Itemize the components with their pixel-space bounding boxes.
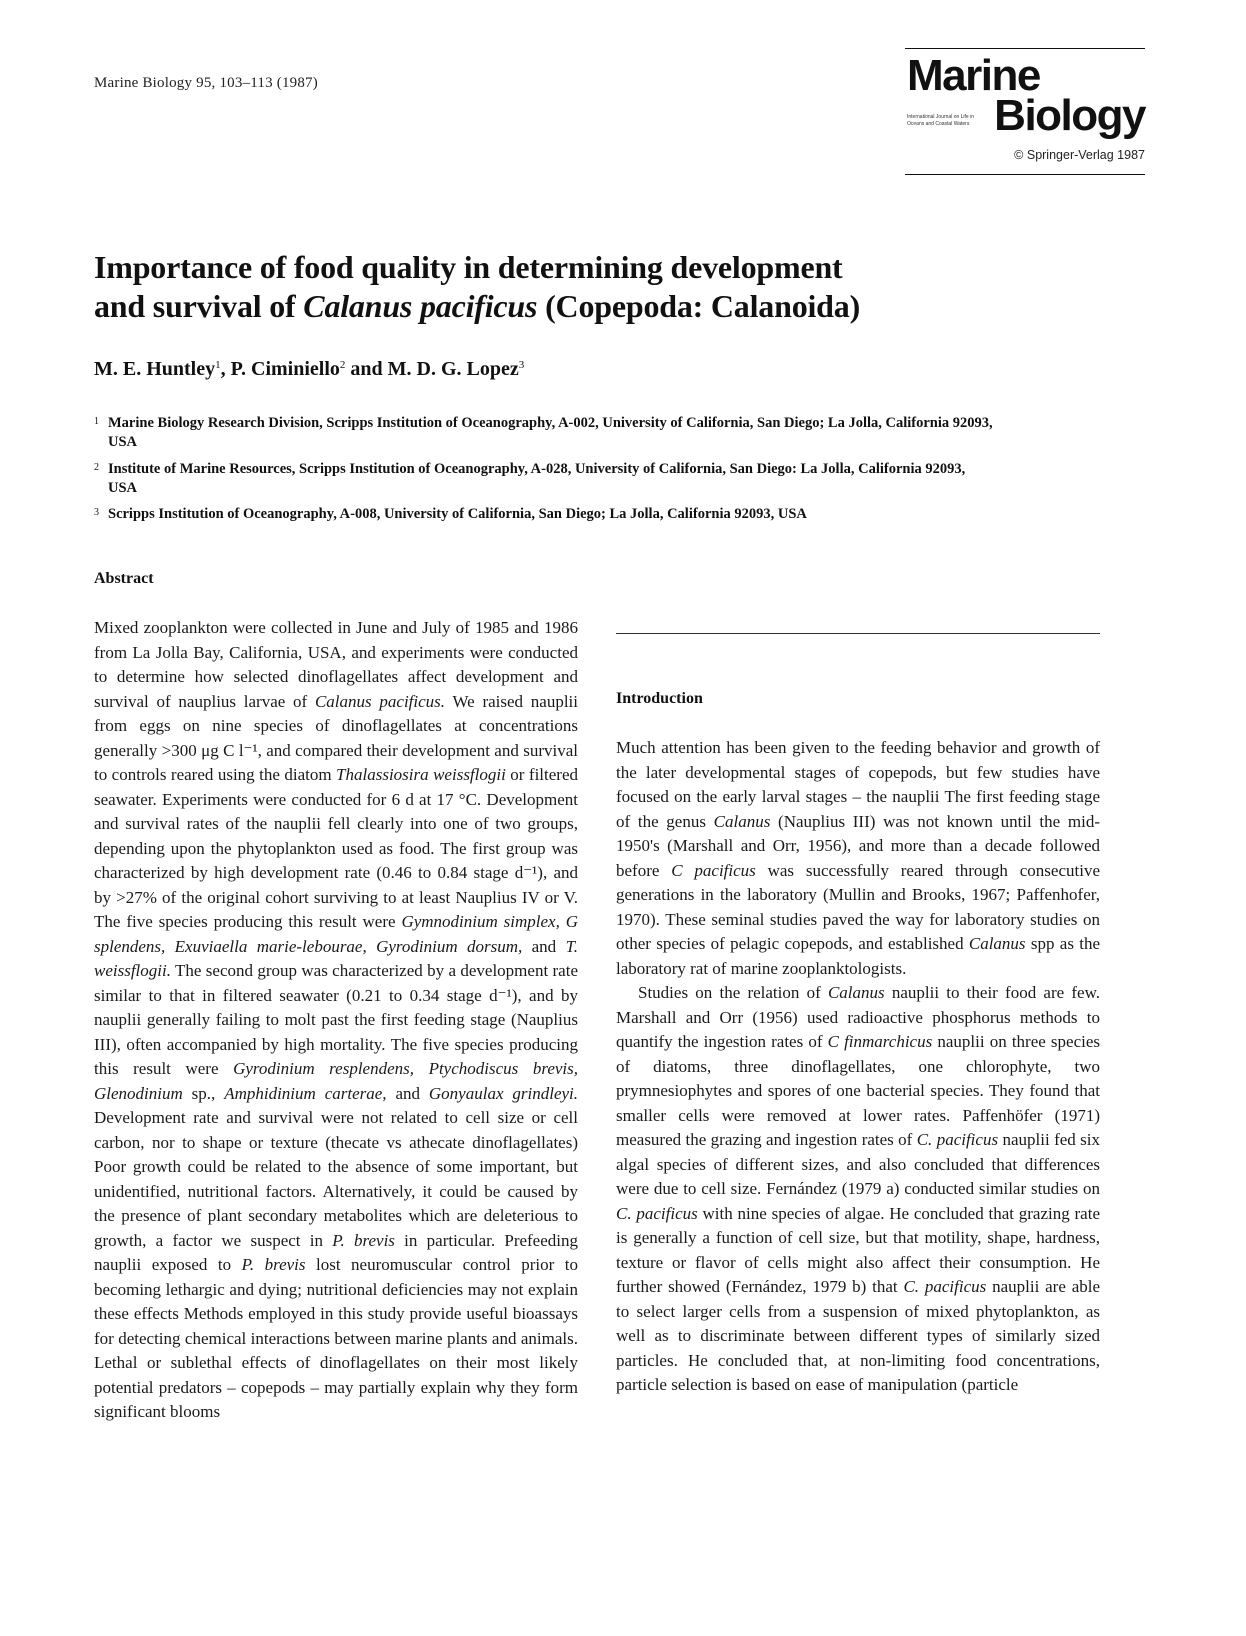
affiliation-1 bbox=[94, 414, 994, 452]
logo-tagline: International Journal on Life in Oceans and Coastal Waters bbox=[907, 114, 974, 127]
author-list bbox=[94, 358, 524, 381]
author-1: M. E. Huntley bbox=[94, 358, 216, 380]
abstract-paragraph: Mixed zooplankton were collected in June and July of 1985 and 1986 from La Jolla Bay, California, USA, and experiments were conducted to determine how selected dinoflagellates affect development and survival of nauplius larvae of Calanus pacificus. We raised nauplii from eggs on nine species of dinoflagellates at concentrations generally >300 μg C l⁻¹, and compared their development and survival to controls reared using the diatom Thalassiosira weissflogii or filtered seawater. Experiments were conducted for 6 d at 17 °C. Development and survival rates of the nauplii fell clearly into one of two groups, depending upon the phytoplankton used as food. The first group was characterized by high development rate (0.46 to 0.84 stage d⁻¹), and by >27% of the original cohort surviving to at least Nauplius IV or V. The five species producing this result were Gymnodinium simplex, G splendens, Exuviaella marie-lebourae, Gyrodinium dorsum, and T. weissflogii. The second group was characterized by a development rate similar to that in filtered seawater (0.21 to 0.34 stage d⁻¹), and by nauplii generally failing to molt past the first feeding stage (Nauplius III), often accompanied by high mortality. The five species producing this result were Gyrodinium resplendens, Ptychodiscus brevis, Glenodinium sp., Amphidinium carterae, and Gonyaulax grindleyi. Development rate and survival were not related to cell size or cell carbon, nor to shape or texture (thecate vs athecate dinoflagellates) Poor growth could be related to the absence of some important, but unidentified, nutritional factors. Alternatively, it could be caused by the presence of plant secondary metabolites which are deleterious to growth, a factor we suspect in P. brevis in particular. Prefeeding nauplii exposed to P. brevis lost neuromuscular control prior to becoming lethargic and dying; nutritional deficiencies may not explain these effects Methods employed in this study provide useful bioassays for detecting chemical interactions between marine plants and animals. Lethal or sublethal effects of dinoflagellates on their most likely potential predators – copepods – may partially explain why they form significant blooms bbox=[94, 618, 579, 1421]
logo-word-biology: Biology bbox=[994, 91, 1145, 140]
author-separator: and bbox=[345, 358, 388, 380]
affiliation-text: Scripps Institution of Oceanography, A-008, University of California, San Diego; La Jolla, California 92093, USA bbox=[108, 506, 807, 522]
journal-reference: Marine Biology 95, 103–113 (1987) bbox=[94, 75, 318, 91]
abstract-end-rule bbox=[616, 633, 1100, 634]
introduction-body bbox=[616, 736, 1100, 1398]
author-1-affil: 1 bbox=[215, 359, 221, 371]
intro-paragraph-1: Much attention has been given to the feeding behavior and growth of the later developmental stages of copepods, but few studies have focused on the early larval stages – the nauplii The first feeding stage of the genus Calanus (Nauplius III) was not known until the mid-1950's (Marshall and Orr, 1956), and more than a decade followed before C pacificus was successfully reared through consecutive generations in the laboratory (Mullin and Brooks, 1967; Paffenhofer, 1970). These seminal studies paved the way for laboratory studies on other species of pelagic copepods, and established Calanus spp as the laboratory rat of marine zooplanktologists. bbox=[616, 738, 1100, 978]
abstract-heading: Abstract bbox=[94, 570, 154, 587]
affiliation-text: Marine Biology Research Division, Scripps Institution of Oceanography, A-002, University of California, San Diego; La Jolla, California 92093, USA bbox=[108, 415, 993, 450]
journal-logo bbox=[905, 48, 1145, 178]
publisher-copyright: © Springer-Verlag 1987 bbox=[1014, 148, 1145, 162]
affiliation-text: Institute of Marine Resources, Scripps Institution of Oceanography, A-028, University of California, San Diego: La Jolla, California 92093, USA bbox=[108, 461, 966, 496]
author-2: P. Ciminiello bbox=[230, 358, 340, 380]
title-line-2-post: (Copepoda: Calanoida) bbox=[537, 288, 861, 324]
affiliation-number: 2 bbox=[94, 462, 99, 473]
paper-title bbox=[94, 248, 1094, 326]
logo-word-marine: Marine bbox=[907, 51, 1040, 100]
author-separator: , bbox=[220, 358, 231, 380]
title-line-2-pre: and survival of bbox=[94, 288, 304, 324]
affiliation-2 bbox=[94, 460, 994, 498]
logo-bottom-rule bbox=[905, 174, 1145, 175]
affiliation-3 bbox=[94, 505, 994, 524]
abstract-body bbox=[94, 616, 578, 1425]
affiliation-number: 3 bbox=[94, 507, 99, 518]
intro-paragraph-2: Studies on the relation of Calanus nauplii to their food are few. Marshall and Orr (1956) used radioactive phosphorus methods to quantify the ingestion rates of C finmarchicus nauplii on three species of diatoms, three dinoflagellates, one chlorophyte, two prymnesiophytes and spores of one bacterial species. They found that smaller cells were removed at lower rates. Paffenhöfer (1971) measured the grazing and ingestion rates of C. pacificus nauplii fed six algal species of different sizes, and also concluded that differences were due to cell size. Fernández (1979 a) conducted similar studies on C. pacificus with nine species of algae. He concluded that grazing rate is generally a function of cell size, but that motility, shape, hardness, texture or flavor of cells might also affect their consumption. He further showed (Fernández, 1979 b) that C. pacificus nauplii are able to select larger cells from a suspension of mixed phytoplankton, as well as to discriminate between different types of similarly sized particles. He concluded that, at non-limiting food concentrations, particle selection is based on ease of manipulation (particle bbox=[616, 983, 1101, 1394]
logo-top-rule bbox=[905, 48, 1145, 49]
author-3: M. D. G. Lopez bbox=[387, 358, 519, 380]
affiliation-number: 1 bbox=[94, 416, 99, 427]
author-3-affil: 3 bbox=[518, 359, 525, 371]
author-2-affil: 2 bbox=[339, 359, 346, 371]
introduction-heading: Introduction bbox=[616, 690, 703, 707]
title-species-name: Calanus pacificus bbox=[303, 288, 538, 324]
title-line-1: Importance of food quality in determining development bbox=[94, 249, 843, 285]
